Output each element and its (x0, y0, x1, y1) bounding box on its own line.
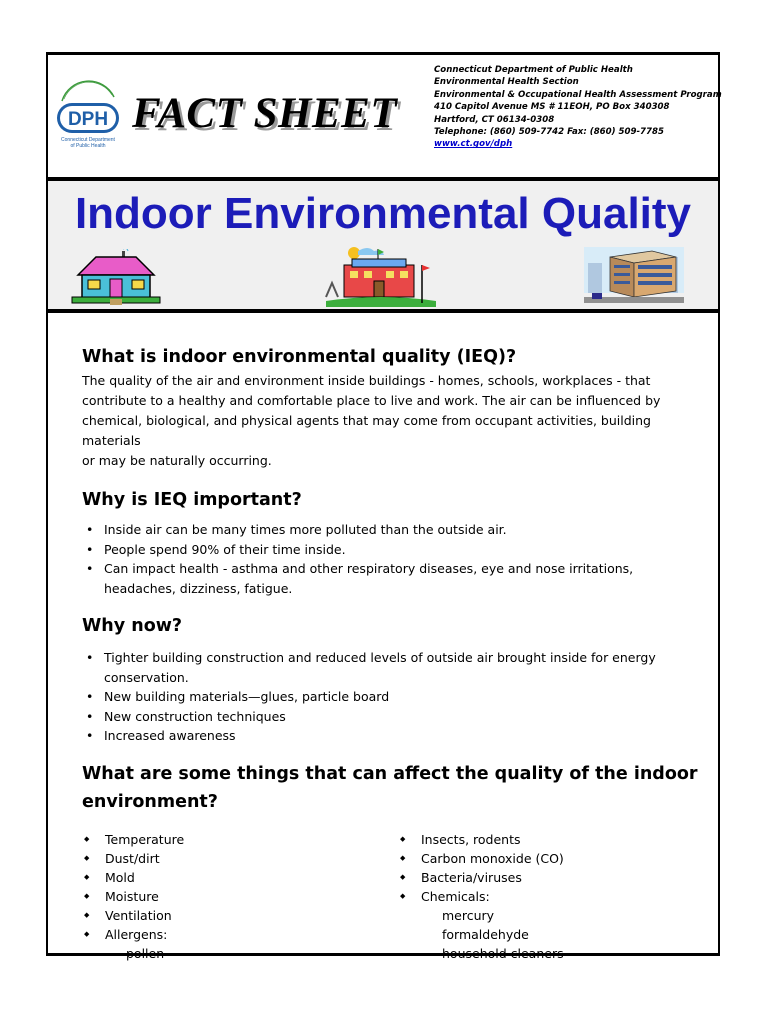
factor-list-right (398, 830, 698, 963)
bullet-list (82, 648, 702, 746)
contact-line: Telephone: (860) 509-7742 Fax: (860) 509-7785 (434, 127, 664, 138)
main-content (82, 343, 702, 960)
factor-columns (82, 830, 702, 960)
website-link[interactable]: www.ct.gov/dph (434, 139, 513, 150)
list-item: ◆ Allergens: (82, 925, 382, 944)
bullet-list (82, 520, 702, 598)
section-heading: Why is IEQ important? (82, 490, 302, 510)
list-item: • Increased awareness (82, 726, 702, 746)
section-why-now (82, 612, 702, 746)
section-what-is-ieq (82, 343, 702, 471)
list-item: • Inside air can be many times more polluted than the outside air. (82, 520, 702, 540)
list-item: ◆ Moisture (82, 887, 382, 906)
list-item: ◆ Dust/dirt (82, 849, 382, 868)
list-item: ◆ Carbon monoxide (CO) (398, 849, 698, 868)
contact-line: 410 Capitol Avenue MS # 11EOH, PO Box 340308 (434, 102, 670, 113)
svg-text:of Public Health: of Public Health (70, 143, 106, 149)
list-item: • New construction techniques (82, 707, 702, 727)
contact-info (434, 64, 722, 151)
section-why-important (82, 486, 702, 598)
list-item: ◆ Chemicals: (398, 887, 698, 906)
title-banner (48, 177, 718, 313)
list-item: ◆ Ventilation (82, 906, 382, 925)
list-subitem: mercury (442, 907, 495, 923)
office-building-illustration (582, 243, 686, 309)
section-affecting-factors (82, 760, 702, 960)
list-item: ◆ Insects, rodents (398, 830, 698, 849)
list-item: ◆ Mold (82, 868, 382, 887)
contact-line: Hartford, CT 06134-0308 (434, 114, 555, 125)
section-heading: Why now? (82, 616, 183, 636)
page-title: Indoor Environmental Quality (74, 189, 692, 238)
svg-text:Connecticut Department: Connecticut Department (61, 137, 115, 143)
section-heading: What is indoor environmental quality (IEQ)? (82, 347, 517, 367)
list-subitem: household cleaners (442, 945, 564, 961)
fact-sheet-title: FACT SHEET (132, 90, 398, 137)
section-heading: What are some things that can affect the quality of the indoor environment? (82, 763, 698, 812)
factor-list-left (82, 830, 382, 963)
list-item: • Tighter building construction and reduced levels of outside air brought inside for energy conservation. (82, 648, 702, 687)
list-subitem: formaldehyde (442, 926, 529, 942)
school-illustration (322, 245, 440, 309)
list-item: • New building materials—glues, particle board (82, 687, 702, 707)
dph-logo (54, 79, 124, 151)
house-illustration (70, 249, 162, 307)
logo-text: DPH (67, 109, 109, 130)
section-paragraph: The quality of the air and environment inside buildings - homes, schools, workplaces - that contribute to a healthy and comfortable place to live and work. The air can be influenced by chemical, biological, and physical agents that may come from occupant activities, building materials or may be naturally occurring. (82, 373, 661, 468)
list-subitem: pollen (126, 945, 165, 961)
list-item: ◆ Bacteria/viruses (398, 868, 698, 887)
list-item: • Can impact health - asthma and other respiratory diseases, eye and nose irritations, headaches, dizziness, fatigue. (82, 559, 702, 598)
contact-line: Environmental & Occupational Health Assessment Program (434, 89, 722, 100)
list-item: ◆ Temperature (82, 830, 382, 849)
contact-line: Connecticut Department of Public Health (434, 65, 633, 75)
header (48, 55, 722, 177)
contact-line: Environmental Health Section (434, 77, 579, 88)
list-item: • People spend 90% of their time inside. (82, 540, 702, 560)
fact-sheet (46, 52, 722, 961)
